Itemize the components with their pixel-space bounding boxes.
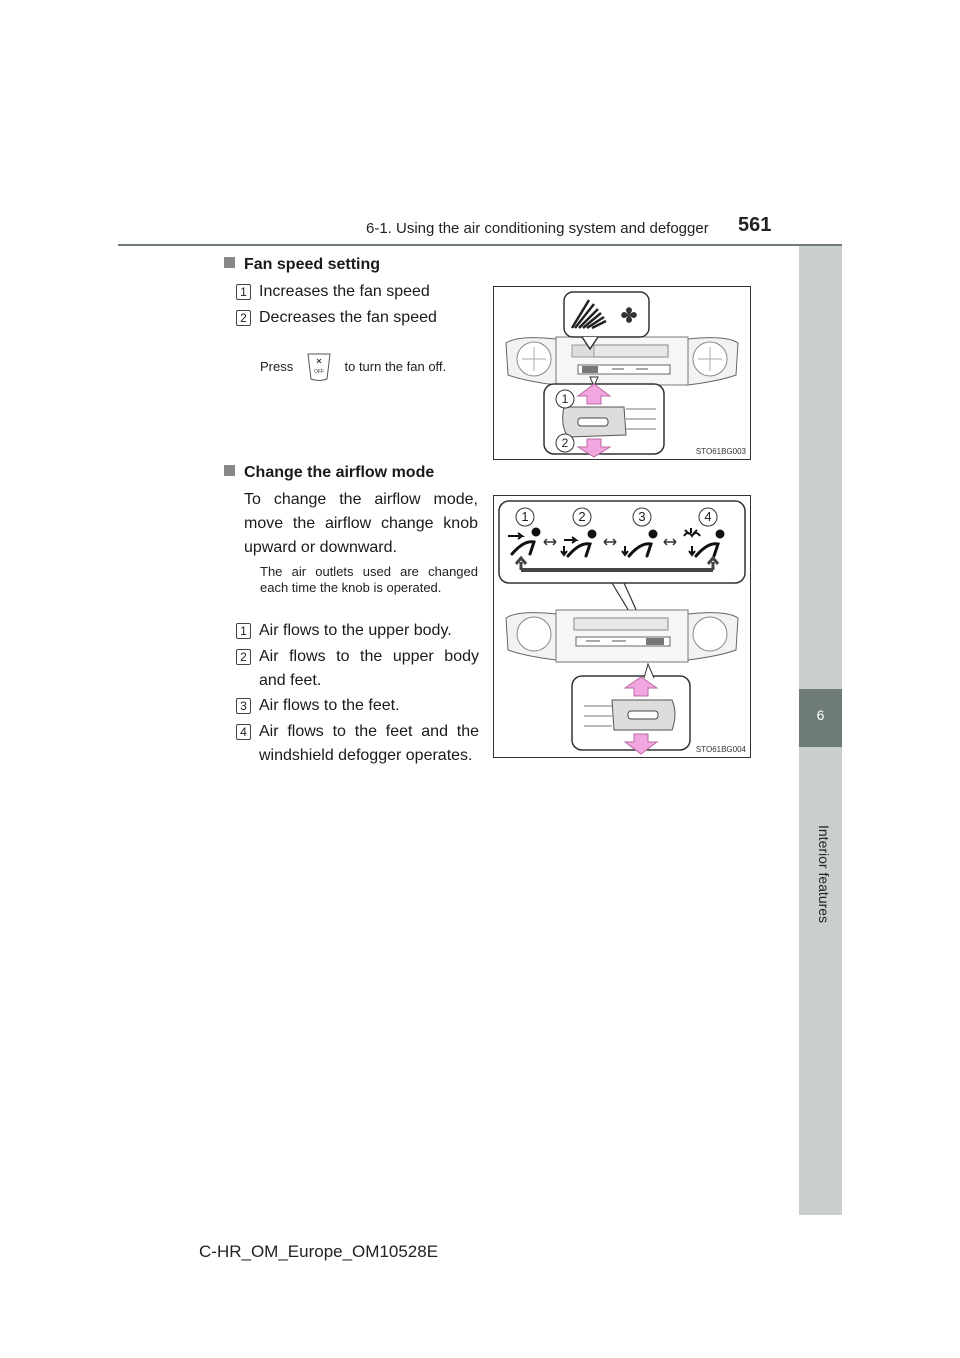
- fan-speed-illustration: [494, 287, 750, 459]
- side-tab-lower: [799, 747, 842, 1215]
- figure-callout-1: 1: [521, 509, 529, 524]
- figure-callout-2: 2: [578, 509, 586, 524]
- airflow-item-text: Air flows to the upper body.: [259, 622, 452, 639]
- item-number-badge: 2: [236, 310, 251, 326]
- item-number-badge: 4: [236, 724, 251, 740]
- page-number: 561: [738, 214, 772, 236]
- fan-off-note: Press OFF to turn the fan off.: [260, 352, 446, 382]
- airflow-item-text: Air flows to the feet.: [259, 697, 400, 714]
- airflow-note: The air outlets used are changed each time the knob is operated.: [260, 564, 478, 595]
- fan-item-text: Increases the fan speed: [259, 283, 430, 300]
- fan-item-text: Decreases the fan speed: [259, 309, 437, 326]
- running-header: 6-1. Using the air conditioning system and defogger: [366, 220, 709, 237]
- figure-callout-4: 4: [704, 509, 712, 524]
- airflow-illustration: [494, 496, 750, 757]
- figure-callout-1: 1: [561, 392, 569, 406]
- airflow-intro: To change the airflow mode, move the airflow change knob upward or downward.: [244, 491, 478, 556]
- header-rule: [118, 244, 842, 246]
- chapter-number-tab: 6: [799, 689, 842, 747]
- svg-text:OFF: OFF: [313, 369, 324, 375]
- square-bullet-icon: [224, 257, 235, 268]
- figure-code: STO61BG003: [695, 447, 746, 456]
- item-number-badge: 2: [236, 649, 251, 665]
- fan-off-button-icon: [303, 352, 335, 382]
- fan-speed-heading: Fan speed setting: [224, 256, 380, 274]
- document-id: C-HR_OM_Europe_OM10528E: [199, 1242, 439, 1261]
- square-bullet-icon: [224, 465, 235, 476]
- fan-speed-figure: [493, 286, 751, 460]
- figure-callout-2: 2: [561, 436, 569, 450]
- airflow-heading: Change the airflow mode: [224, 464, 434, 482]
- figure-code: STO61BG004: [695, 745, 746, 754]
- item-number-badge: 1: [236, 623, 251, 639]
- side-tab-upper: [799, 246, 842, 689]
- item-number-badge: 3: [236, 698, 251, 714]
- airflow-item-text: Air flows to the feet and the windshield defogger operates.: [259, 723, 479, 764]
- airflow-figure: [493, 495, 751, 758]
- chapter-title: Interior features: [816, 825, 832, 924]
- item-number-badge: 1: [236, 284, 251, 300]
- figure-callout-3: 3: [638, 509, 646, 524]
- airflow-item-text: Air flows to the upper body and feet.: [259, 648, 479, 689]
